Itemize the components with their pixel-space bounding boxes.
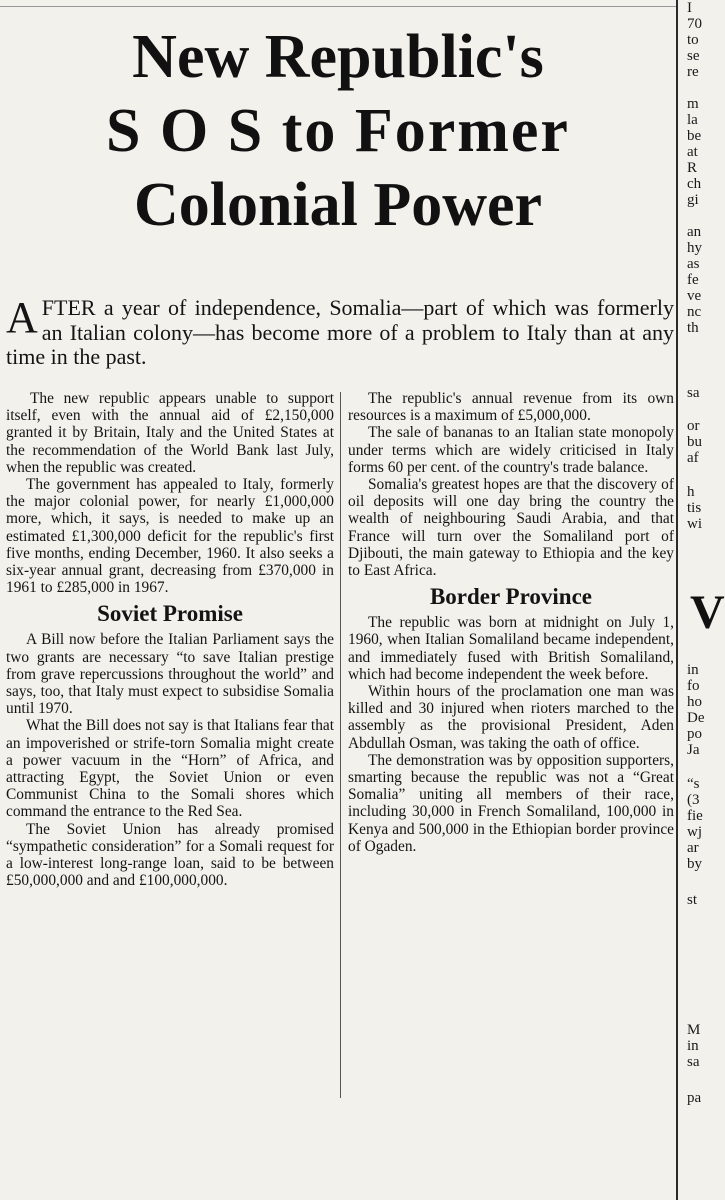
adjacent-text-fragment: fe [687, 272, 699, 288]
adjacent-text-fragment: pa [687, 1090, 702, 1106]
adjacent-text-fragment: 70 [687, 16, 702, 32]
adjacent-text-fragment: as [687, 256, 700, 272]
subheading: Soviet Promise [97, 601, 243, 627]
adjacent-text-fragment: la [687, 112, 698, 128]
drop-cap: A [6, 293, 38, 342]
adjacent-text-fragment: or [687, 418, 700, 434]
article-paragraph: Within hours of the proclamation one man was killed and 30 injured when rioters marched to the assembly as the provisional President, Aden Abdullah Osman, was taking the oath of office. [348, 683, 674, 752]
adjacent-text-fragment: bu [687, 434, 702, 450]
adjacent-text-fragment: R [687, 160, 698, 176]
adjacent-text-fragment: st [687, 892, 698, 908]
article-paragraph: The Soviet Union has already promised “sympathetic consideration” for a Somali request for a low-interest long-range loan, said to be between £50,000,000 and and £100,000,000. [6, 820, 334, 890]
headline-line-3: Colonial Power [133, 171, 543, 239]
article-paragraph: What the Bill does not say is that Italians fear that an impoverished or strife-torn Somalia might create a power vacuum in the “Horn” of Africa, and attracting Egypt, the Soviet Union or even Communist China to the Somali shores which command the entrance to the Red Sea. [6, 717, 334, 821]
adjacent-text-fragment: po [687, 726, 702, 742]
column-rule [676, 0, 678, 1200]
adjacent-text-fragment: (3 [687, 792, 700, 808]
intro-text: FTER a year of independence, Somalia—part of which was formerly an Italian colony—has become more of a problem to Italy than at any time in the past. [6, 295, 674, 369]
article-paragraph: Somalia's greatest hopes are that the discovery of oil deposits will one day bring the country the wealth of neighbouring Saudi Arabia, and that France will turn over the Somaliland port of Djibouti, the main gateway to Ethiopia and the key to East Africa. [348, 476, 674, 580]
article-paragraph: The new republic appears unable to support itself, even with the annual aid of £2,150,000 granted it by Britain, Italy and the United States at the recommendation of the World Bank last July, when the republic was created. [6, 390, 334, 476]
adjacent-text-fragment: ho [687, 694, 702, 710]
adjacent-text-fragment: Ja [687, 742, 700, 758]
adjacent-text-fragment: fie [687, 808, 703, 824]
adjacent-text-fragment: ch [687, 176, 702, 192]
article-paragraph: The republic was born at midnight on July 1, 1960, when Italian Somaliland became independent, and immediately fused with British Somaliland, which had become independent the week before. [348, 614, 674, 683]
adjacent-text-fragment: to [687, 32, 699, 48]
adjacent-text-fragment: re [687, 64, 699, 80]
adjacent-text-fragment: gi [687, 192, 699, 208]
adjacent-text-fragment: sa [687, 1054, 700, 1070]
adjacent-text-fragment: wi [687, 516, 702, 532]
adjacent-text-fragment: M [687, 1022, 701, 1038]
headline-line-1: New Republic's [132, 23, 544, 91]
article-paragraph: The republic's annual revenue from its own resources is a maximum of £5,000,000. [348, 390, 674, 425]
adjacent-column-headline-letter: V [690, 586, 725, 639]
left-column [6, 390, 334, 889]
adjacent-text-fragment: I [687, 0, 692, 16]
adjacent-text-fragment: h [687, 484, 695, 500]
headline [0, 20, 676, 242]
adjacent-text-fragment: De [687, 710, 705, 726]
article-paragraph: A Bill now before the Italian Parliament says the two grants are necessary “to save Italian prestige from grave repercussions throughout the world” and says, too, that Italy must expect to subsidise Somalia until 1970. [6, 631, 334, 718]
adjacent-text-fragment: wj [687, 824, 702, 840]
adjacent-text-fragment: be [687, 128, 702, 144]
adjacent-text-fragment: ve [687, 288, 702, 304]
adjacent-text-fragment: fo [687, 678, 700, 694]
adjacent-text-fragment: hy [687, 240, 702, 256]
headline-line-2: S O S to Former [106, 97, 570, 165]
adjacent-text-fragment: “s [687, 776, 700, 792]
adjacent-text-fragment: an [687, 224, 702, 240]
adjacent-text-fragment: se [687, 48, 700, 64]
adjacent-text-fragment: in [687, 1038, 699, 1054]
column-divider [340, 392, 341, 1098]
adjacent-text-fragment: af [687, 450, 699, 466]
adjacent-text-fragment: sa [687, 385, 700, 401]
adjacent-text-fragment: tis [687, 500, 702, 516]
intro-paragraph [6, 293, 674, 370]
adjacent-text-fragment: ar [687, 840, 699, 856]
adjacent-text-fragment: in [687, 662, 699, 678]
adjacent-text-fragment: th [687, 320, 699, 336]
adjacent-text-fragment: nc [687, 304, 702, 320]
article-paragraph: The government has appealed to Italy, formerly the major colonial power, for nearly £1,000,000 more, which, it says, is needed to make up an estimated £1,300,000 deficit for the republic's first five months, ending December, 1960. It also seeks a six-year annual grant, decreasing from £370,000 in 1961 to £285,000 in 1967. [6, 476, 334, 597]
right-column [348, 390, 674, 855]
article-paragraph: The demonstration was by opposition supporters, smarting because the republic was not a “Great Somalia” uniting all members of their race, including 30,000 in French Somaliland, 100,000 in Kenya and 500,000 in the Ethiopian border province of Ogaden. [348, 751, 674, 855]
subheading: Border Province [429, 584, 593, 610]
adjacent-text-fragment: m [687, 96, 699, 112]
article-paragraph: The sale of bananas to an Italian state monopoly under terms which are widely criticised in Italy forms 60 per cent. of the country's trade balance. [348, 424, 674, 476]
top-rule [0, 6, 676, 7]
adjacent-text-fragment: at [687, 144, 698, 160]
adjacent-text-fragment: by [687, 856, 702, 872]
